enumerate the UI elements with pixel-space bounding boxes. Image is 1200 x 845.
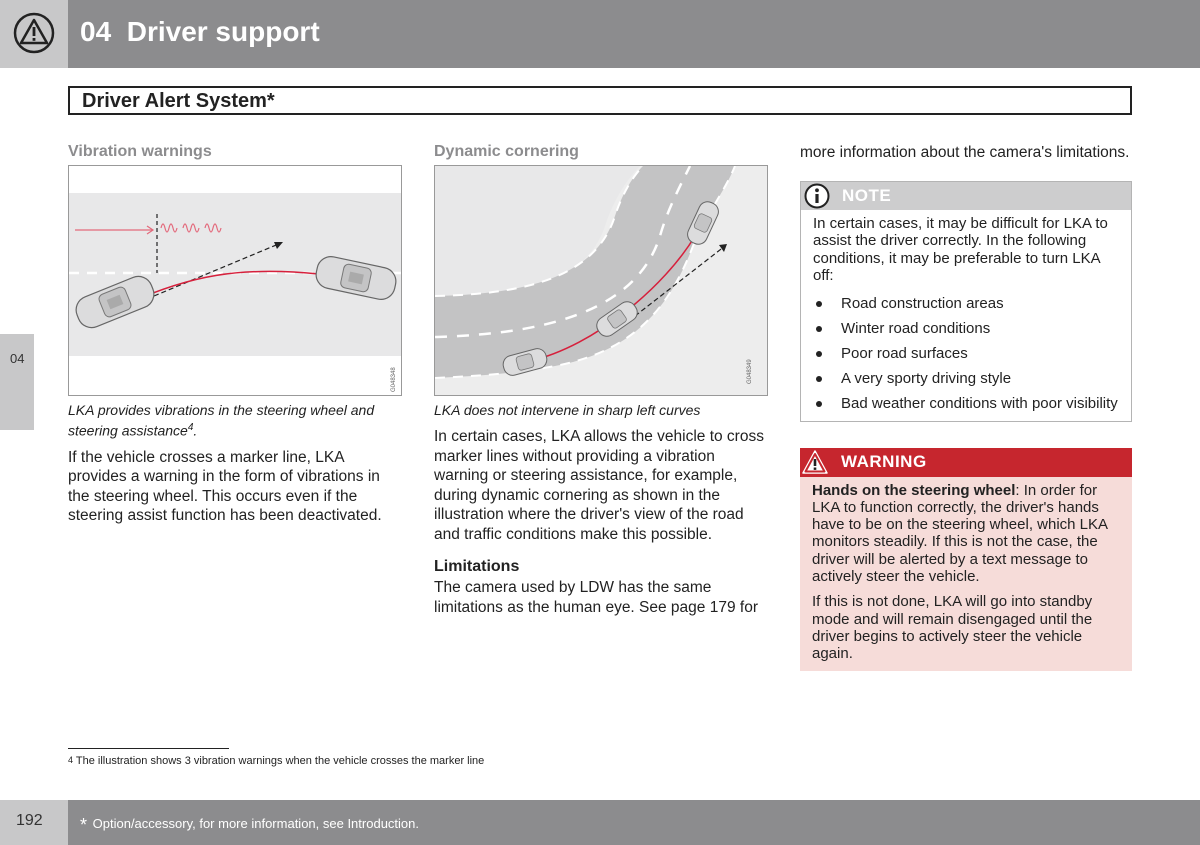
dynamic-cornering-figure bbox=[434, 165, 768, 396]
caption-end: . bbox=[193, 422, 198, 439]
warning-text-1: : In order for LKA to function correctly, the driver's hands have to be on the steering wheel, which LKA monitors steadily. If this is not the case, the driver will be alerted by a text message to actively steer the vehicle. bbox=[812, 481, 1108, 585]
warning-title: WARNING bbox=[841, 451, 927, 471]
list-item: Poor road surfaces bbox=[813, 344, 1119, 363]
chapter-icon-box bbox=[0, 0, 68, 68]
note-header bbox=[801, 182, 1131, 210]
vibration-warnings-figure bbox=[68, 165, 402, 396]
page-footer bbox=[0, 800, 1200, 845]
column-3 bbox=[800, 143, 1132, 671]
chapter-name: Driver support bbox=[126, 16, 320, 47]
section-title: Driver Alert System* bbox=[82, 90, 275, 112]
warning-paragraph-2: If this is not done, LKA will go into standby mode and will remain disengaged until the driver begins to actively steer the vehicle again. bbox=[812, 593, 1093, 663]
vibration-warnings-heading: Vibration warnings bbox=[68, 143, 212, 160]
list-item: A very sporty driving style bbox=[813, 369, 1119, 388]
list-item: Bad weather conditions with poor visibility bbox=[813, 394, 1119, 413]
info-icon bbox=[804, 183, 830, 209]
warning-triangle-icon bbox=[13, 12, 55, 54]
page-number-box bbox=[0, 800, 68, 845]
page-number: 192 bbox=[16, 812, 43, 829]
section-title-box bbox=[68, 86, 1132, 115]
list-item: Winter road conditions bbox=[813, 319, 1119, 338]
limitations-body-text: The camera used by LDW has the same limitations as the human eye. See page 179 for bbox=[434, 579, 758, 616]
note-list bbox=[813, 294, 1119, 413]
continued-text: more information about the camera's limitations. bbox=[800, 144, 1130, 161]
warning-header bbox=[800, 448, 1132, 477]
side-tab-label: 04 bbox=[10, 351, 25, 366]
footnote-number: 4 bbox=[68, 755, 74, 765]
chapter-header-bar bbox=[0, 0, 1200, 68]
warning-triangle-icon bbox=[801, 449, 829, 476]
chapter-title bbox=[80, 16, 320, 48]
footnote-text: The illustration shows 3 vibration warnings when the vehicle crosses the marker line bbox=[75, 755, 485, 767]
note-intro: In certain cases, it may be difficult for LKA to assist the driver correctly. In the following conditions, it may be preferable to turn LKA off: bbox=[813, 214, 1108, 284]
figure-code: G048349 bbox=[747, 359, 753, 384]
cornering-figure-caption: LKA does not intervene in sharp left curves bbox=[434, 402, 701, 418]
figure-code: G048348 bbox=[391, 367, 397, 392]
footnote bbox=[68, 755, 484, 767]
footer-note bbox=[80, 815, 419, 836]
limitations-heading: Limitations bbox=[434, 558, 520, 575]
warning-box bbox=[800, 448, 1132, 672]
chapter-side-tab bbox=[0, 334, 34, 430]
vibration-figure-caption bbox=[68, 401, 402, 440]
chapter-number: 04 bbox=[80, 16, 112, 47]
vibration-illustration bbox=[69, 166, 402, 396]
warning-lead: Hands on the steering wheel bbox=[812, 481, 1016, 499]
note-body bbox=[801, 210, 1131, 421]
column-1 bbox=[68, 140, 402, 526]
footer-text: Option/accessory, for more information, see Introduction. bbox=[92, 816, 419, 831]
asterisk: * bbox=[80, 815, 88, 835]
vibration-body-text: If the vehicle crosses a marker line, LKA provides a warning in the form of vibrations in the steering wheel. This occurs even if the steering assist function has been deactivated. bbox=[68, 448, 382, 525]
caption-text: LKA provides vibrations in the steering wheel and steering assistance bbox=[68, 402, 375, 439]
column-2 bbox=[434, 140, 768, 617]
dynamic-cornering-heading: Dynamic cornering bbox=[434, 143, 579, 160]
footnote-rule bbox=[68, 748, 229, 749]
warning-paragraph-1 bbox=[812, 482, 1120, 586]
cornering-illustration bbox=[435, 166, 768, 396]
note-box bbox=[800, 181, 1132, 422]
footnote-ref[interactable]: 4 bbox=[187, 422, 194, 433]
warning-body bbox=[800, 477, 1132, 672]
note-title: NOTE bbox=[842, 185, 892, 205]
list-item: Road construction areas bbox=[813, 294, 1119, 313]
cornering-body-text: In certain cases, LKA allows the vehicle to cross marker lines without providing a vibration warning or steering assistance, for example, during dynamic cornering as shown in the illustration where the driver's view of the road and traffic conditions make this possible. bbox=[434, 428, 764, 543]
